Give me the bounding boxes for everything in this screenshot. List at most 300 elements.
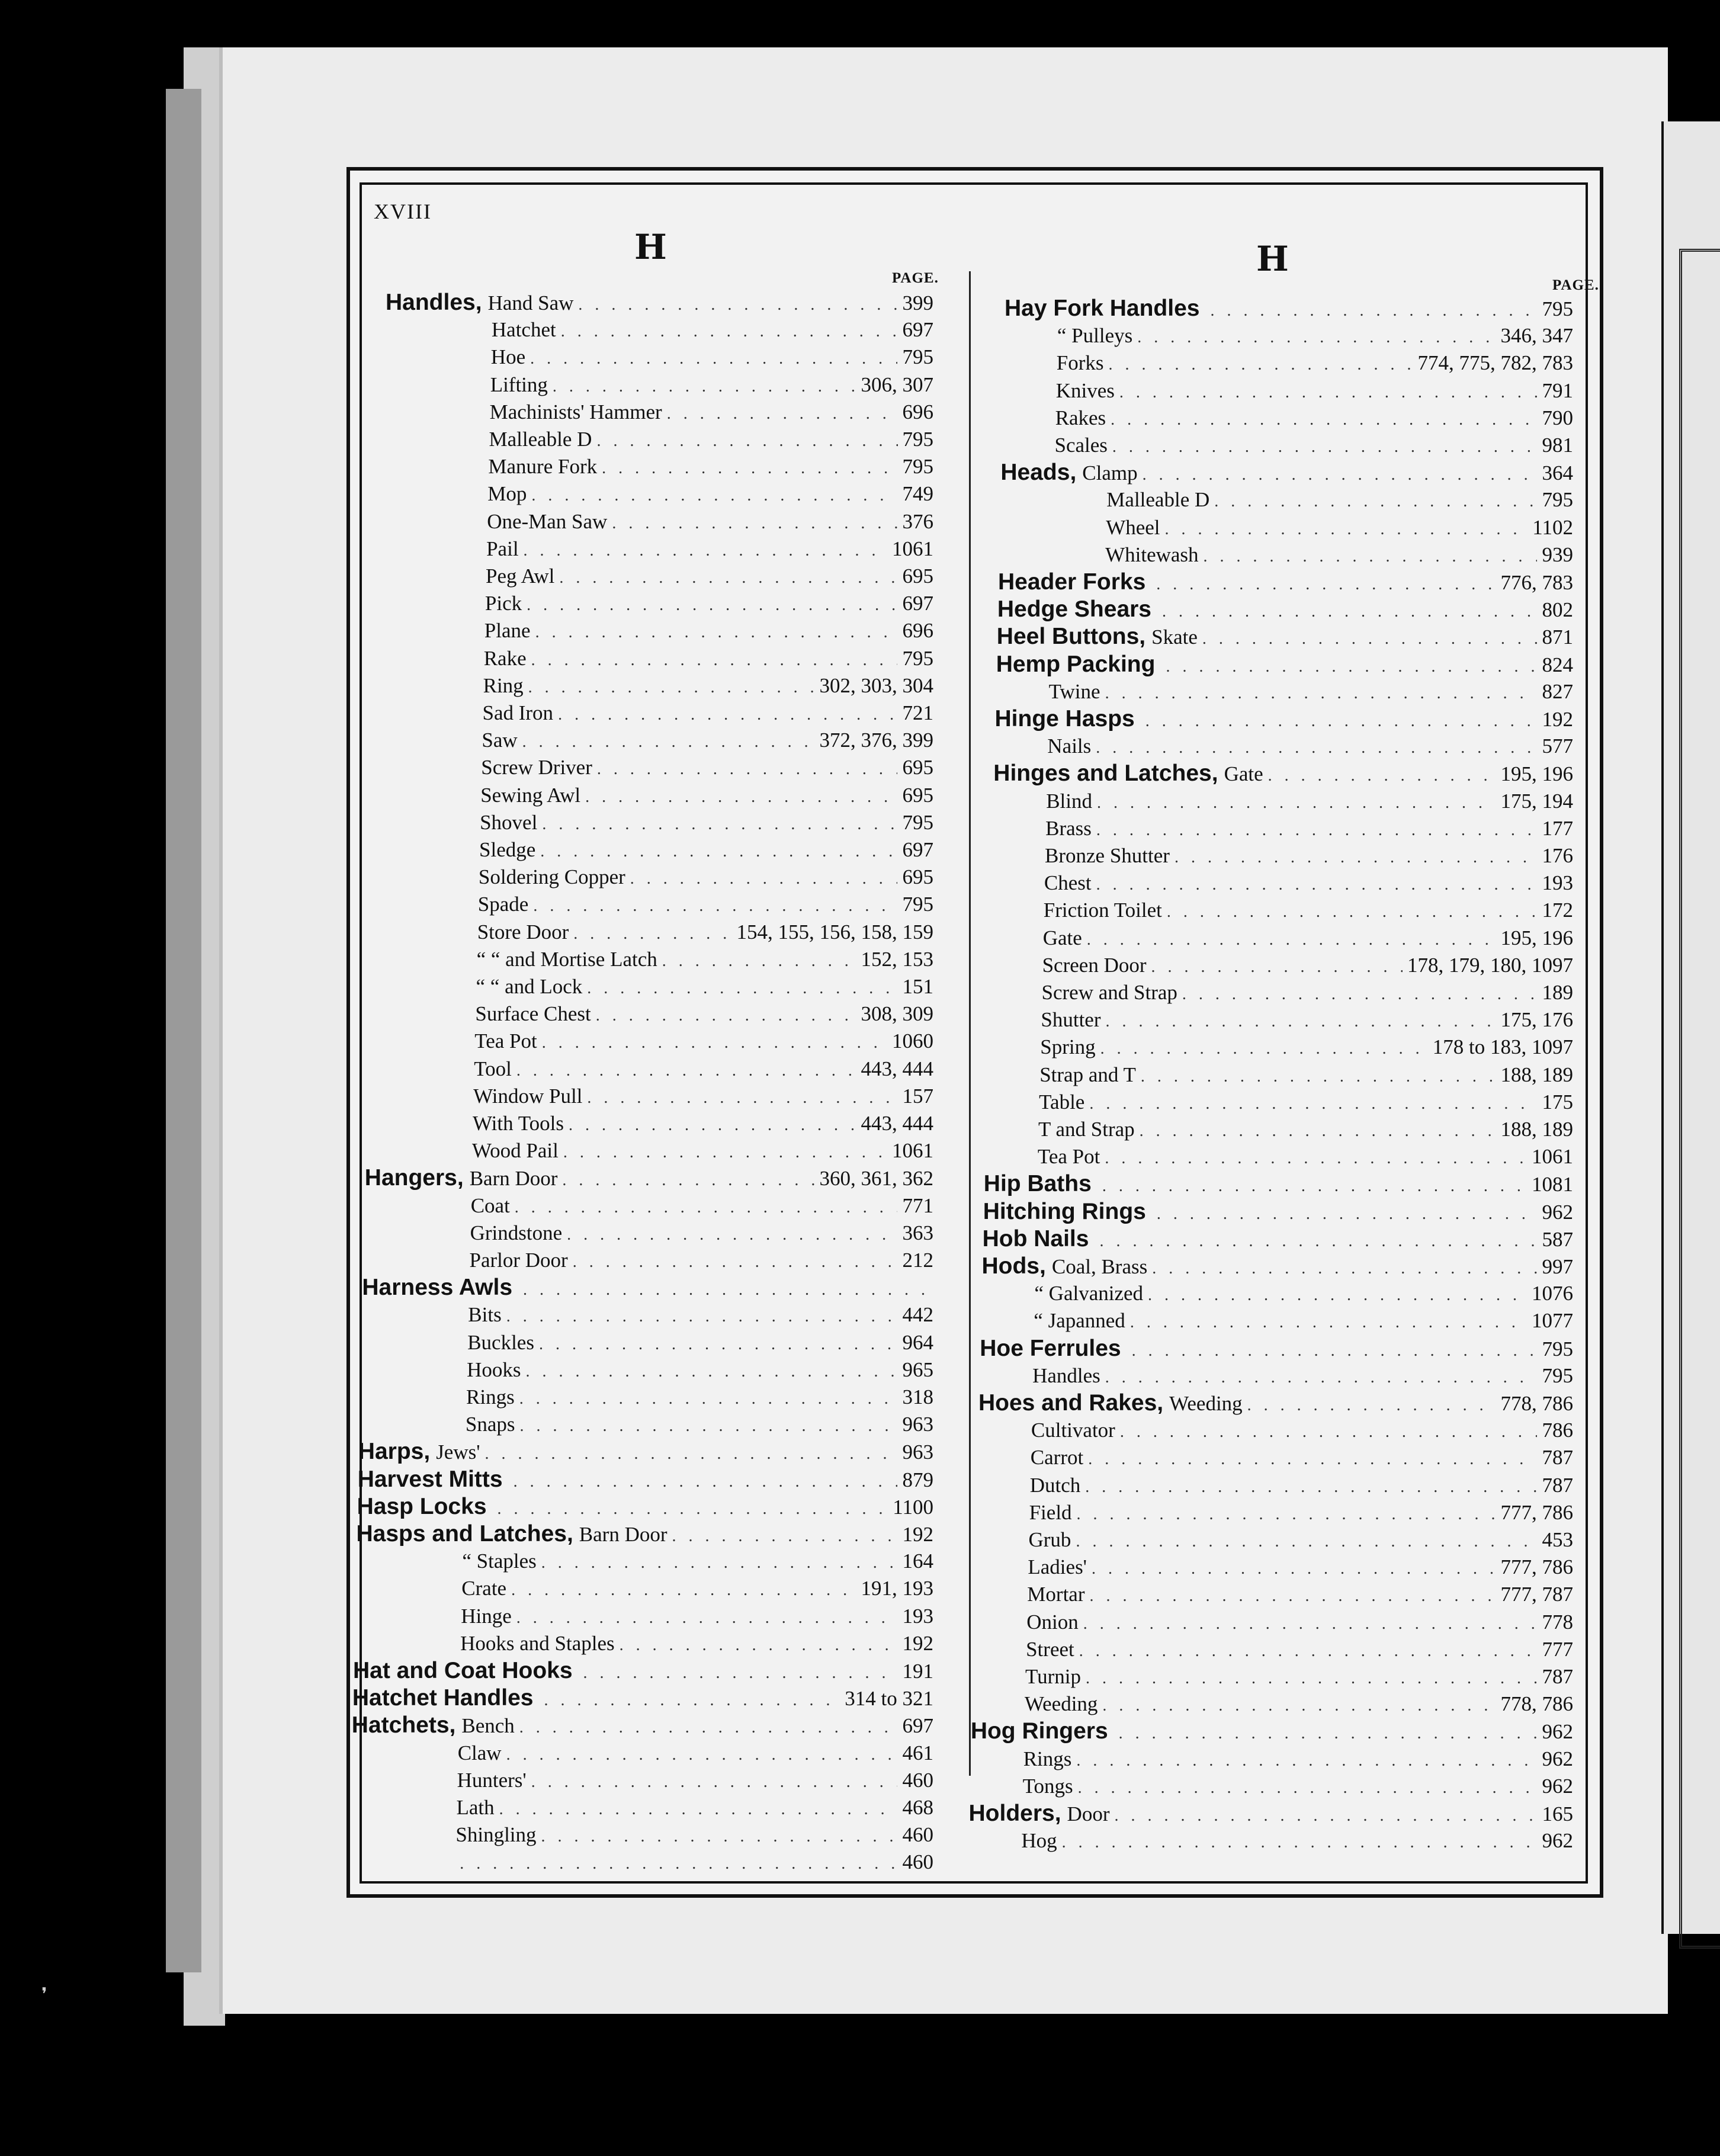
entry-label: Coat bbox=[470, 1194, 510, 1217]
entry-label: Bits bbox=[468, 1303, 502, 1327]
leader-dots bbox=[672, 1523, 898, 1548]
entry-label: Knives bbox=[1055, 378, 1115, 402]
page-reference: 453 bbox=[1542, 1528, 1573, 1551]
index-entry bbox=[993, 760, 1573, 787]
leader-dots bbox=[1182, 981, 1538, 1006]
page-reference: 776, 783 bbox=[1500, 571, 1573, 594]
index-entry bbox=[468, 1301, 933, 1329]
index-entry bbox=[998, 569, 1573, 596]
index-entry bbox=[997, 596, 1573, 623]
leader-dots bbox=[539, 1331, 898, 1356]
page-reference: 696 bbox=[902, 619, 933, 643]
index-entry bbox=[357, 1520, 934, 1548]
page-reference: 176 bbox=[1542, 844, 1573, 867]
leader-dots bbox=[1137, 324, 1496, 349]
entry-label: Manure Fork bbox=[488, 455, 598, 479]
index-entry bbox=[997, 623, 1573, 650]
entry-label: Blind bbox=[1046, 789, 1092, 813]
index-entry bbox=[466, 1384, 933, 1411]
entry-label: Tool bbox=[474, 1057, 512, 1080]
entry-label: Coal, Brass bbox=[1051, 1255, 1148, 1278]
index-entry bbox=[475, 1000, 933, 1028]
page-reference: 697 bbox=[902, 592, 933, 615]
leader-dots bbox=[485, 1440, 898, 1465]
entry-label: Scales bbox=[1054, 434, 1108, 457]
leader-dots bbox=[530, 345, 897, 371]
index-entry bbox=[1046, 788, 1573, 815]
index-entry bbox=[1042, 952, 1573, 979]
index-entry bbox=[466, 1411, 933, 1438]
index-entry bbox=[474, 1028, 933, 1055]
leader-dots bbox=[516, 1057, 856, 1083]
index-entry bbox=[460, 1630, 933, 1657]
entry-label: Clamp bbox=[1082, 461, 1138, 485]
index-entry bbox=[1031, 1444, 1573, 1471]
page-reference: 175, 194 bbox=[1500, 789, 1573, 813]
page-reference: 871 bbox=[1542, 625, 1573, 649]
page-reference: 192 bbox=[902, 1631, 933, 1655]
index-entry bbox=[484, 645, 933, 672]
entry-label: Barn Door bbox=[469, 1167, 558, 1191]
leader-dots bbox=[620, 1632, 898, 1657]
leader-dots bbox=[520, 1413, 898, 1438]
index-entry bbox=[969, 1800, 1574, 1827]
page-reference: 152, 153 bbox=[861, 947, 933, 971]
page-reference: 778 bbox=[1542, 1610, 1573, 1634]
entry-label: Sad Iron bbox=[482, 701, 554, 724]
leader-dots bbox=[1079, 1638, 1538, 1663]
page-reference: 795 bbox=[902, 646, 933, 670]
page-reference: 193 bbox=[902, 1604, 933, 1628]
entry-label: Brass bbox=[1045, 816, 1092, 840]
leader-dots bbox=[1100, 1035, 1428, 1061]
index-entry bbox=[488, 453, 933, 480]
page-reference: 962 bbox=[1542, 1747, 1573, 1770]
index-entry bbox=[1025, 1663, 1573, 1690]
index-entry bbox=[1028, 1554, 1573, 1581]
entry-label: Jews' bbox=[436, 1440, 480, 1464]
index-entry bbox=[491, 344, 933, 371]
leader-dots bbox=[1120, 1419, 1538, 1444]
entry-label: Ring bbox=[483, 673, 524, 697]
entry-label: Hoe bbox=[490, 345, 526, 369]
page-reference: 786 bbox=[1542, 1419, 1573, 1442]
leader-dots bbox=[1062, 1829, 1538, 1855]
leader-dots bbox=[1096, 734, 1537, 760]
entry-label: Rings bbox=[1023, 1747, 1072, 1770]
page-reference: 802 bbox=[1542, 598, 1573, 622]
entry-label: Field bbox=[1029, 1500, 1072, 1524]
page-reference: 795 bbox=[1542, 1337, 1573, 1361]
entry-label: Friction Toilet bbox=[1043, 899, 1162, 922]
page-reference: 981 bbox=[1542, 434, 1573, 457]
page-reference: 577 bbox=[1542, 734, 1573, 758]
index-entry bbox=[1000, 459, 1573, 486]
entry-heading: Hatchet Handles bbox=[352, 1685, 534, 1711]
index-entry bbox=[490, 371, 933, 399]
index-entry bbox=[479, 864, 933, 891]
page-reference: 189 bbox=[1542, 981, 1573, 1004]
leader-dots bbox=[1247, 1392, 1496, 1417]
entry-heading: Hangers, bbox=[364, 1165, 464, 1191]
entry-label: “ Staples bbox=[462, 1549, 537, 1573]
index-entry bbox=[1106, 486, 1573, 514]
page-reference: 964 bbox=[902, 1330, 933, 1354]
page-number: XVIII bbox=[374, 200, 432, 223]
page-reference: 697 bbox=[902, 838, 933, 861]
page-reference: 175, 176 bbox=[1500, 1008, 1573, 1032]
index-entry bbox=[1044, 897, 1573, 924]
entry-label: Gate bbox=[1042, 926, 1082, 949]
entry-label: T and Strap bbox=[1038, 1118, 1135, 1141]
index-entry bbox=[971, 1718, 1573, 1745]
entry-label: Surface Chest bbox=[475, 1002, 591, 1026]
leader-dots bbox=[1097, 790, 1496, 815]
index-entry bbox=[1057, 322, 1573, 349]
index-entry bbox=[1039, 1061, 1573, 1089]
page-reference: 364 bbox=[1542, 461, 1573, 485]
leader-dots bbox=[573, 1249, 898, 1274]
entry-label: Malleable D bbox=[1106, 488, 1210, 512]
index-entry bbox=[470, 1220, 933, 1247]
facing-page-frame bbox=[1679, 249, 1720, 1949]
entry-label: “ Pulleys bbox=[1057, 324, 1133, 348]
entry-heading: Hob Nails bbox=[982, 1225, 1089, 1252]
page-reference: 795 bbox=[902, 345, 933, 369]
page-reference: 443, 444 bbox=[861, 1057, 933, 1080]
index-entry bbox=[471, 1192, 933, 1220]
index-entry bbox=[1042, 979, 1574, 1006]
leader-dots bbox=[523, 1276, 929, 1301]
leader-dots bbox=[1143, 461, 1538, 486]
scan-speck: ❜ bbox=[41, 1985, 47, 2004]
page-reference: 1077 bbox=[1531, 1309, 1573, 1333]
page-reference: 399 bbox=[902, 291, 933, 315]
page-reference: 188, 189 bbox=[1500, 1118, 1573, 1141]
page-reference: 460 bbox=[902, 1768, 933, 1792]
leader-dots bbox=[569, 1112, 856, 1137]
page-reference: 795 bbox=[1542, 488, 1573, 512]
entry-label: Shutter bbox=[1041, 1008, 1101, 1032]
page-reference: 777 bbox=[1542, 1637, 1573, 1661]
leader-dots bbox=[1210, 297, 1537, 322]
page-reference: 697 bbox=[902, 318, 933, 342]
page-reference: 777, 786 bbox=[1500, 1555, 1573, 1579]
entry-label: Hog bbox=[1021, 1829, 1057, 1853]
leader-dots bbox=[602, 455, 897, 480]
entry-label: Rake bbox=[483, 646, 527, 670]
index-entry bbox=[1025, 1690, 1573, 1718]
index-entry bbox=[978, 1390, 1573, 1417]
leader-dots bbox=[1145, 708, 1538, 733]
leader-dots bbox=[1132, 1337, 1538, 1362]
entry-label: One-Man Saw bbox=[487, 509, 608, 533]
index-entry bbox=[1038, 1143, 1573, 1170]
entry-heading: Hods, bbox=[981, 1253, 1046, 1279]
entry-heading: Hitching Rings bbox=[983, 1198, 1146, 1224]
page-reference: 697 bbox=[902, 1714, 933, 1738]
index-entry bbox=[1034, 1307, 1573, 1334]
leader-dots bbox=[542, 1029, 887, 1055]
entry-label: Rings bbox=[466, 1385, 515, 1409]
leader-dots bbox=[612, 510, 897, 535]
index-entry bbox=[1041, 1006, 1573, 1034]
index-entry bbox=[467, 1329, 933, 1356]
entry-heading: Heads, bbox=[1000, 460, 1077, 486]
entry-label: Pick bbox=[484, 592, 522, 615]
leader-dots bbox=[596, 1002, 856, 1028]
leader-dots bbox=[533, 893, 897, 918]
entry-label: Whitewash bbox=[1105, 543, 1199, 566]
index-entry bbox=[485, 590, 933, 617]
index-entry bbox=[1055, 432, 1574, 459]
entry-label: Tea Pot bbox=[1037, 1145, 1100, 1169]
page-reference: 771 bbox=[902, 1194, 933, 1217]
entry-heading: Heel Buttons, bbox=[996, 624, 1146, 650]
page-reference: 696 bbox=[902, 400, 933, 424]
leader-dots bbox=[1090, 1583, 1496, 1608]
page-reference: 795 bbox=[902, 455, 933, 479]
entry-label: Shingling bbox=[455, 1823, 537, 1847]
page-reference: 175 bbox=[1542, 1090, 1573, 1114]
leader-dots bbox=[1114, 1802, 1537, 1827]
leader-dots bbox=[519, 1385, 898, 1411]
index-entry bbox=[480, 809, 933, 836]
index-entry bbox=[480, 782, 933, 809]
entry-heading: Hay Fork Handles bbox=[1005, 296, 1200, 321]
entry-heading: Harvest Mitts bbox=[357, 1466, 503, 1492]
index-entry bbox=[490, 399, 933, 426]
index-entry bbox=[458, 1740, 933, 1767]
entry-label: Snaps bbox=[465, 1413, 515, 1436]
leader-dots bbox=[519, 1714, 898, 1739]
leader-dots bbox=[585, 784, 897, 809]
index-entry bbox=[1029, 1526, 1574, 1554]
page-reference: 963 bbox=[902, 1413, 933, 1436]
page-reference: 192 bbox=[1542, 708, 1573, 731]
index-entry bbox=[492, 316, 933, 344]
index-entry bbox=[1044, 870, 1573, 897]
page-reference: 461 bbox=[902, 1741, 933, 1764]
page-reference: 191 bbox=[902, 1660, 933, 1683]
page-reference: 177 bbox=[1542, 816, 1573, 840]
leader-dots bbox=[1087, 926, 1496, 952]
index-entry bbox=[477, 946, 933, 973]
leader-dots bbox=[1096, 817, 1538, 842]
index-entry bbox=[1056, 377, 1573, 405]
entry-label: Handles bbox=[1032, 1363, 1100, 1387]
leader-dots bbox=[515, 1194, 898, 1220]
page-reference: 188, 189 bbox=[1500, 1063, 1573, 1086]
entry-label: Parlor Door bbox=[469, 1249, 568, 1272]
index-entry bbox=[1039, 1089, 1573, 1116]
leader-dots bbox=[1152, 1255, 1537, 1280]
entry-label: Table bbox=[1039, 1090, 1085, 1114]
entry-label: Grindstone bbox=[470, 1221, 563, 1244]
entry-label: Store Door bbox=[477, 920, 569, 944]
index-entry bbox=[352, 1685, 933, 1712]
leader-dots bbox=[506, 1303, 898, 1329]
entry-label: Hooks and Staples bbox=[460, 1631, 615, 1655]
leader-dots bbox=[1157, 1201, 1538, 1225]
entry-label: Mop bbox=[487, 482, 527, 506]
entry-label: Grub bbox=[1028, 1528, 1071, 1551]
section-letter-left: H bbox=[634, 227, 669, 267]
leader-dots bbox=[1175, 844, 1538, 870]
page-column-header-right: PAGE. bbox=[1552, 277, 1599, 293]
index-entry bbox=[1057, 349, 1573, 377]
page-reference: 777, 786 bbox=[1500, 1500, 1573, 1524]
page-reference: 468 bbox=[902, 1796, 933, 1819]
page-reference: 346, 347 bbox=[1500, 324, 1573, 348]
index-entry bbox=[470, 1247, 934, 1274]
index-entry bbox=[462, 1548, 933, 1575]
index-entry bbox=[474, 1055, 933, 1083]
leader-dots bbox=[544, 1687, 840, 1712]
entry-label: Claw bbox=[457, 1741, 502, 1764]
page-reference: 695 bbox=[902, 756, 933, 779]
index-entry bbox=[484, 617, 933, 644]
index-entry bbox=[1055, 405, 1573, 432]
entry-label: Twine bbox=[1048, 679, 1100, 703]
page-reference: 587 bbox=[1542, 1227, 1573, 1251]
entry-label: Hooks bbox=[467, 1358, 521, 1381]
entry-heading: Hog Ringers bbox=[970, 1718, 1108, 1744]
entry-label: Screen Door bbox=[1042, 953, 1147, 977]
leader-dots bbox=[1089, 1090, 1537, 1116]
index-entry bbox=[357, 1493, 933, 1520]
page-reference: 1061 bbox=[1531, 1145, 1573, 1169]
leader-dots bbox=[583, 1660, 898, 1685]
entry-label: Door bbox=[1067, 1802, 1110, 1825]
index-entry bbox=[1031, 1417, 1573, 1444]
index-entry bbox=[461, 1575, 933, 1602]
leader-dots bbox=[1086, 1665, 1537, 1690]
entry-label: Ladies' bbox=[1028, 1555, 1087, 1579]
index-entry bbox=[1045, 842, 1573, 870]
index-entry bbox=[486, 535, 933, 563]
entry-label: Barn Door bbox=[579, 1523, 668, 1546]
page-reference: 1081 bbox=[1531, 1173, 1573, 1196]
leader-dots bbox=[1102, 1692, 1496, 1718]
page-reference: 787 bbox=[1542, 1473, 1573, 1497]
index-entry bbox=[365, 1164, 933, 1192]
page-reference: 1060 bbox=[891, 1029, 933, 1053]
entry-heading: Harps, bbox=[358, 1439, 431, 1465]
entry-heading: Hinges and Latches, bbox=[993, 761, 1218, 787]
leader-dots bbox=[540, 838, 897, 864]
leader-dots bbox=[542, 811, 897, 836]
entry-heading: Hinge Hasps bbox=[994, 706, 1135, 732]
leader-dots bbox=[1076, 1528, 1537, 1554]
index-entry bbox=[489, 426, 934, 453]
index-entry bbox=[1043, 925, 1573, 952]
page-reference: 962 bbox=[1542, 1774, 1573, 1798]
index-entry bbox=[983, 1198, 1573, 1225]
entry-label: Skate bbox=[1151, 625, 1198, 649]
entry-label: Sledge bbox=[479, 838, 536, 861]
entry-label: Wheel bbox=[1106, 515, 1160, 539]
index-entry bbox=[1005, 295, 1573, 322]
index-entry bbox=[996, 651, 1573, 678]
leader-dots bbox=[662, 948, 856, 973]
page-reference: 778, 786 bbox=[1500, 1392, 1573, 1415]
page-reference: 795 bbox=[902, 428, 933, 451]
page-reference: 178 to 183, 1097 bbox=[1432, 1035, 1573, 1059]
entry-label: Lath bbox=[456, 1796, 495, 1819]
leader-dots bbox=[587, 975, 897, 1000]
page-reference: 376 bbox=[902, 509, 933, 533]
index-frame bbox=[346, 167, 1603, 1898]
leader-dots bbox=[1083, 1610, 1538, 1636]
index-entry bbox=[1106, 514, 1573, 541]
entry-label: Carrot bbox=[1030, 1446, 1084, 1470]
page-reference: 962 bbox=[1542, 1720, 1573, 1744]
leader-dots bbox=[535, 619, 898, 644]
leader-dots bbox=[1141, 1063, 1496, 1089]
page-reference: 939 bbox=[1542, 543, 1573, 566]
entry-heading: Hat and Coat Hooks bbox=[353, 1658, 573, 1683]
index-entry bbox=[1030, 1472, 1573, 1499]
leader-dots bbox=[1096, 871, 1538, 897]
leader-dots bbox=[1099, 1228, 1537, 1253]
entry-label: Wood Pail bbox=[471, 1139, 559, 1163]
leader-dots bbox=[1167, 899, 1538, 924]
leader-dots bbox=[596, 428, 897, 453]
index-entry bbox=[358, 1438, 933, 1465]
leader-dots bbox=[1268, 762, 1496, 787]
entry-label: “ “ and Lock bbox=[476, 975, 583, 998]
index-entry bbox=[1034, 1280, 1573, 1307]
index-entry bbox=[1023, 1746, 1573, 1773]
page-reference: 164 bbox=[902, 1549, 933, 1573]
index-entry bbox=[352, 1712, 933, 1739]
leader-dots bbox=[573, 920, 731, 946]
entry-label: Buckles bbox=[467, 1330, 534, 1354]
leader-dots bbox=[516, 1605, 898, 1630]
leader-dots bbox=[578, 291, 897, 316]
leader-dots bbox=[524, 537, 887, 563]
leader-dots bbox=[1112, 434, 1538, 459]
page-reference: 824 bbox=[1542, 653, 1573, 676]
entry-label: Bronze Shutter bbox=[1045, 844, 1170, 867]
entry-label: Tongs bbox=[1022, 1774, 1073, 1798]
leader-dots bbox=[1130, 1309, 1527, 1334]
page-reference: 790 bbox=[1542, 406, 1573, 429]
leader-dots bbox=[1105, 680, 1538, 705]
page-reference: 721 bbox=[902, 701, 933, 724]
leader-dots bbox=[1092, 1555, 1496, 1581]
page-reference: 778, 786 bbox=[1500, 1692, 1573, 1716]
page-reference: 306, 307 bbox=[861, 373, 933, 396]
index-entry bbox=[362, 1274, 933, 1301]
index-entry bbox=[358, 1466, 933, 1493]
leader-dots bbox=[531, 1769, 898, 1794]
page-reference: 787 bbox=[1542, 1665, 1573, 1688]
leader-dots bbox=[522, 729, 815, 754]
index-entry bbox=[1029, 1499, 1573, 1526]
leader-dots bbox=[597, 756, 898, 781]
page-reference: 1061 bbox=[891, 537, 933, 560]
leader-dots bbox=[1119, 1720, 1538, 1745]
page-reference: 963 bbox=[902, 1440, 933, 1464]
index-entry bbox=[478, 891, 933, 918]
index-entry bbox=[482, 727, 933, 754]
page-reference: 195, 196 bbox=[1500, 762, 1573, 786]
entry-heading: Handles, bbox=[386, 290, 482, 315]
column-divider bbox=[969, 271, 971, 1776]
page-reference: 795 bbox=[1542, 297, 1573, 320]
